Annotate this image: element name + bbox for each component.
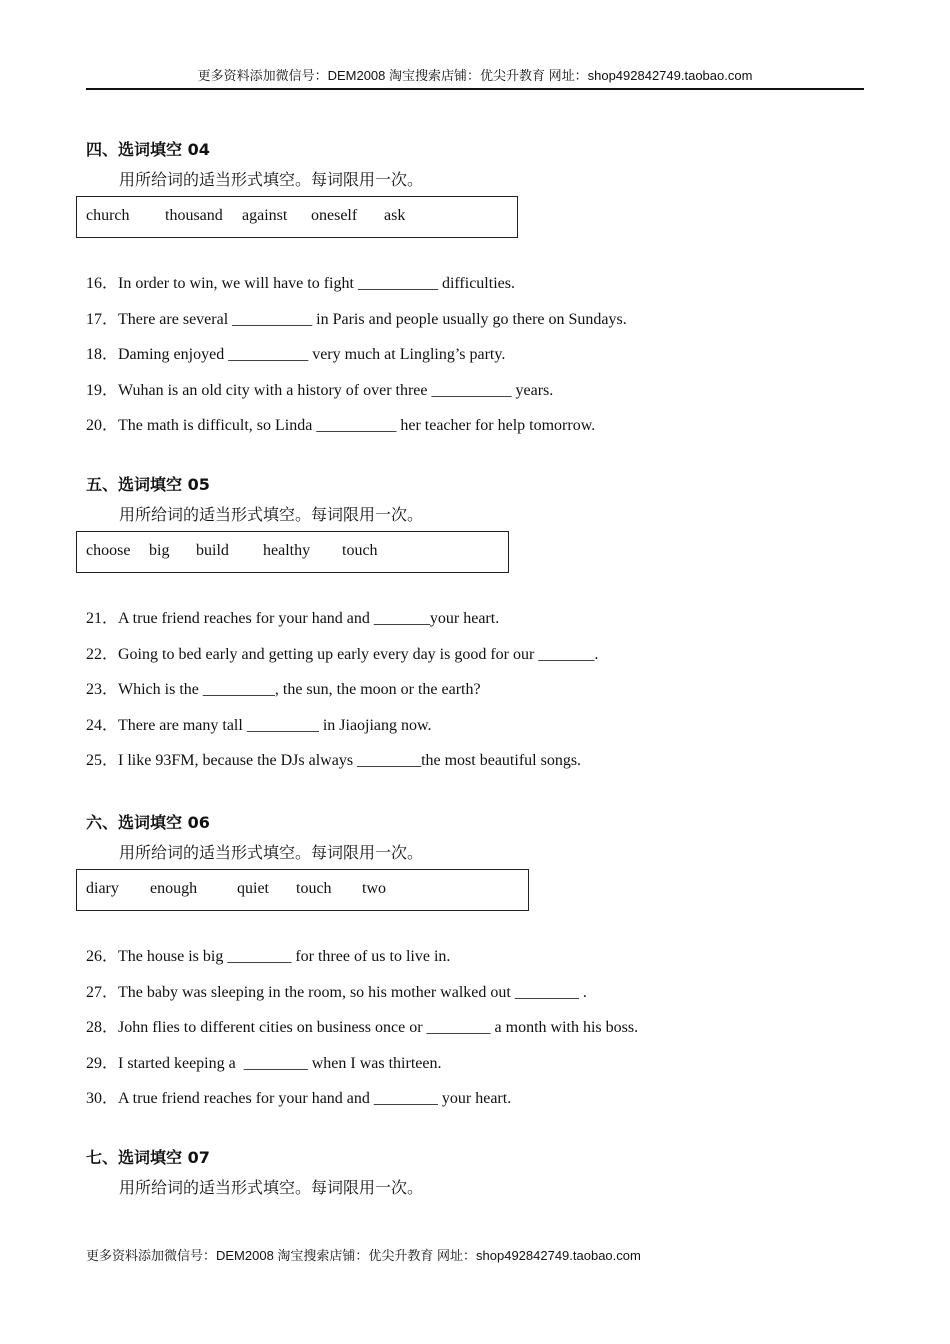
question-27: 27．The baby was sleeping in the room, so his mother walked out ________ . [86, 984, 587, 1001]
question-29: 29．I started keeping a ________ when I was thirteen. [86, 1055, 442, 1072]
section-instruction: 用所给词的适当形式填空。每词限用一次。 [119, 843, 424, 862]
question-20: 20．The math is difficult, so Linda __________ her teacher for help tomorrow. [86, 417, 596, 434]
section-instruction: 用所给词的适当形式填空。每词限用一次。 [119, 505, 424, 524]
question-28: 28．John flies to different cities on business once or ________ a month with his boss. [86, 1019, 639, 1036]
word-bank-item: touch [342, 542, 378, 559]
question-30: 30．A true friend reaches for your hand and ________ your heart. [86, 1090, 512, 1107]
word-bank-item: ask [384, 207, 406, 224]
page-header [86, 66, 864, 90]
word-bank-item: two [362, 880, 386, 897]
question-22: 22．Going to bed early and getting up early every day is good for our _______. [86, 646, 599, 663]
word-bank-item: healthy [263, 542, 311, 559]
question-21: 21．A true friend reaches for your hand and _______your heart. [86, 610, 500, 627]
question-25: 25．I like 93FM, because the DJs always ________the most beautiful songs. [86, 752, 582, 769]
question-17: 17．There are several __________ in Paris and people usually go there on Sundays. [86, 311, 627, 328]
section-instruction: 用所给词的适当形式填空。每词限用一次。 [119, 1178, 424, 1197]
page-footer [86, 1247, 641, 1265]
word-bank-item: touch [296, 880, 332, 897]
word-bank-item: oneself [311, 207, 358, 224]
footer-text: 更多资料添加微信号：DEM2008 淘宝搜索店铺：优尖升教育 网址：shop492842749.taobao.com [86, 1248, 641, 1263]
section-title: 七、选词填空 07 [86, 1148, 210, 1167]
section-title: 四、选词填空 04 [86, 140, 210, 159]
word-bank-item: build [196, 542, 229, 559]
word-bank [76, 531, 509, 573]
question-19: 19．Wuhan is an old city with a history of over three __________ years. [86, 382, 554, 399]
section-instruction: 用所给词的适当形式填空。每词限用一次。 [119, 170, 424, 189]
word-bank-item: diary [86, 880, 119, 897]
question-26: 26．The house is big ________ for three of us to live in. [86, 948, 451, 965]
question-23: 23．Which is the _________, the sun, the moon or the earth? [86, 681, 481, 698]
word-bank [76, 869, 529, 911]
word-bank-item: enough [150, 880, 198, 897]
section-title: 六、选词填空 06 [86, 813, 210, 832]
word-bank-item: quiet [237, 880, 269, 897]
header-text: 更多资料添加微信号：DEM2008 淘宝搜索店铺：优尖升教育 网址：shop492842749.taobao.com [197, 68, 753, 83]
section-title: 五、选词填空 05 [86, 475, 210, 494]
question-16: 16．In order to win, we will have to fight __________ difficulties. [86, 275, 515, 292]
question-18: 18．Daming enjoyed __________ very much at Lingling’s party. [86, 346, 506, 363]
word-bank-item: against [242, 207, 288, 224]
word-bank [76, 196, 518, 238]
word-bank-item: church [86, 207, 130, 224]
word-bank-item: big [149, 542, 170, 559]
word-bank-item: choose [86, 542, 131, 559]
word-bank-item: thousand [165, 207, 223, 224]
question-24: 24．There are many tall _________ in Jiaojiang now. [86, 717, 432, 734]
